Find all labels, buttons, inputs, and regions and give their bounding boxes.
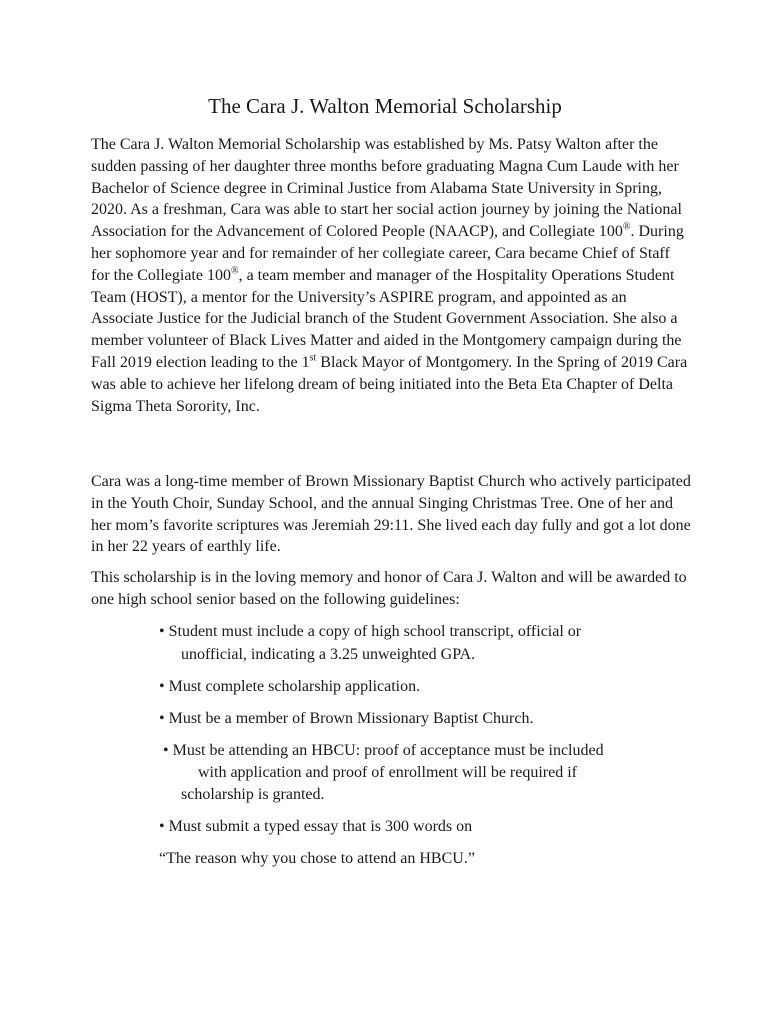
bio-text-part-1: The Cara J. Walton Memorial Scholarship was established by Ms. Patsy Walton after the sudden passing of her daughter three months before graduating Magna Cum Laude with her Bachelor of Science degree in Criminal Justice from Alabama State University in Spring, 2020. As a freshman, Cara was able to start her social action journey by joining the National Association for the Advancement of Colored People (NAACP), and Collegiate 100 <box>91 136 682 241</box>
guideline-transcript: • Student must include a copy of high school transcript, official or <box>159 623 582 640</box>
document-title: The Cara J. Walton Memorial Scholarship <box>208 94 562 118</box>
paragraph-guidelines-intro: This scholarship is in the loving memory and honor of Cara J. Walton and will be awarded to one high school senior based on the following guidelines: <box>91 569 687 608</box>
bio-text-part-4: Black Mayor of Montgomery. In the Spring of 2019 Cara was able to achieve her lifelong dream of being initiated into the Beta Eta Chapter of Delta Sigma Theta Sorority, Inc. <box>91 353 688 415</box>
guideline-transcript-cont: unofficial, indicating a 3.25 unweighted GPA. <box>181 646 476 663</box>
guideline-membership: • Must be a member of Brown Missionary Baptist Church. <box>159 710 534 727</box>
guideline-hbcu: • Must be attending an HBCU: proof of acceptance must be included <box>163 742 604 759</box>
bio-text-part-2: . During her sophomore year and for remainder of her collegiate career, Cara became Chief of Staff for the Collegiate 100 <box>91 223 684 284</box>
guideline-application: • Must complete scholarship application. <box>159 678 421 695</box>
essay-prompt: “The reason why you chose to attend an HBCU.” <box>159 850 475 867</box>
registered-mark-2: ® <box>230 265 239 277</box>
paragraph-biography <box>91 134 691 417</box>
guideline-hbcu-cont-1: with application and proof of enrollment will be required if <box>198 764 577 781</box>
paragraph-church: Cara was a long-time member of Brown Missionary Baptist Church who actively participated in the Youth Choir, Sunday School, and the annual Singing Christmas Tree. One of her and her mom’s favorite scriptures was Jeremiah 29:11. She lived each day fully and got a lot done in her 22 years of earthly life. <box>91 473 691 556</box>
registered-mark-1: ® <box>622 221 631 233</box>
guideline-essay: • Must submit a typed essay that is 300 words on <box>159 818 473 835</box>
ordinal-suffix: st <box>309 352 317 364</box>
guideline-hbcu-cont-2: scholarship is granted. <box>181 786 325 803</box>
bio-text-part-3: , a team member and manager of the Hospitality Operations Student Team (HOST), a mentor for the University’s ASPIRE program, and appointed as an Associate Justice for the Judicial branch of the Student Government Association. She also a member volunteer of Black Lives Matter and aided in the Montgomery campaign during the Fall 2019 election leading to the 1 <box>91 266 682 371</box>
